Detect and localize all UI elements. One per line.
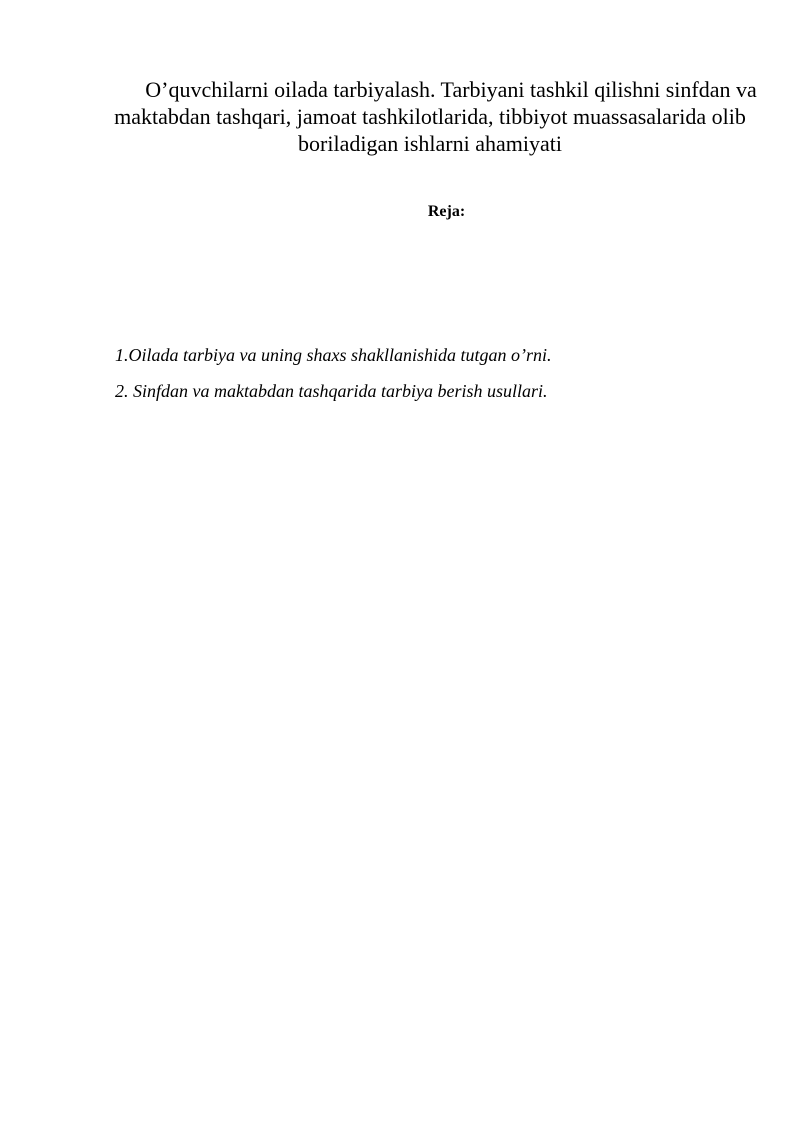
document-title: O’quvchilarni oilada tarbiyalash. Tarbiyani tashkil qilishni sinfdan va maktabdan tashqari, jamoat tashkilotlarida, tibbiyot muassasalarida olib boriladigan ishlarni ahamiyati xyxy=(114,77,757,156)
plan-item: 1.Oilada tarbiya va uning shaxs shakllanishida tutgan o’rni. xyxy=(115,345,552,365)
plan-list xyxy=(115,343,552,415)
plan-heading: Reja: xyxy=(427,203,466,220)
plan-item: 2. Sinfdan va maktabdan tashqarida tarbiya berish usullari. xyxy=(115,381,548,401)
